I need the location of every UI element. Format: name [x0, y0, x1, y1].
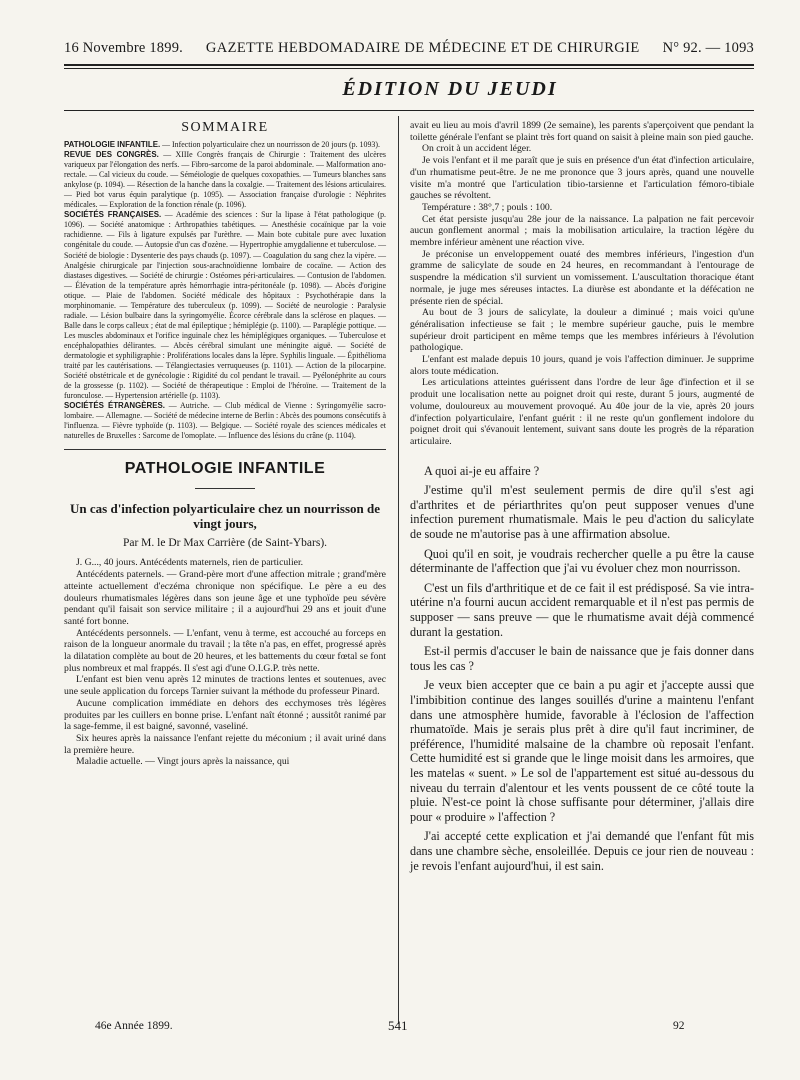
article-body-right-small: [410, 120, 754, 448]
journal-title: GAZETTE HEBDOMADAIRE DE MÉDECINE ET DE CHIRURGIE: [205, 40, 640, 56]
paragraph: Au bout de 3 jours de salicylate, la douleur a diminué ; mais voici qu'une généralisation infectieuse se fait ; le membre supérieur gauche, puis le membre supérieur droit participent en même temps que les membres inférieurs à l'évolution pathologique.: [410, 307, 754, 354]
header-date: 16 Novembre 1899.: [64, 40, 183, 56]
paragraph: Maladie actuelle. — Vingt jours après la naissance, qui: [76, 756, 290, 768]
paragraph: Est-il permis d'accuser le bain de naissance que je fais donner dans tous les cas ?: [410, 644, 754, 673]
sommaire-title: SOMMAIRE: [181, 120, 269, 135]
sommaire-entry-text: — Infection polyarticulaire chez un nourrisson de 20 jours (p. 1093).: [160, 140, 380, 149]
sommaire-entry: [64, 140, 386, 150]
paragraph: Je vois l'enfant et il me paraît que je suis en présence d'un état d'infection articulaire, d'un rhumatisme peut-être. Je ne me prononce que 3 jours après, quand une nouvelle visite m'a montré que l'articulation tibio-tarsienne et l'articulation fémoro-tibiale gauches se révoltent.: [410, 155, 754, 202]
header-rule-thin: [64, 68, 754, 69]
sommaire-entry-head: SOCIÉTÉS FRANÇAISES.: [64, 210, 162, 220]
sommaire-list: [64, 140, 386, 441]
article-author: Par M. le Dr Max Carrière (de Saint-Ybars).: [122, 537, 328, 550]
paragraph: Six heures après la naissance l'enfant rejette du méconium ; il avait uriné dans la première heure.: [64, 732, 386, 756]
paragraph: A quoi ai-je eu affaire ?: [424, 463, 540, 478]
footer-issue-number: 92: [673, 1020, 685, 1032]
paragraph: Antécédents personnels. — L'enfant, venu à terme, est accouché au forceps en raison de la longueur anormale du travail ; la tête n'a pas, en effet, progressé après la dilatation complète au bout de 20 heures, et les battements du cœur fœtal se font plus nombreux et mal frappés. Il s'est agi d'une O.I.G.P. très nette.: [64, 627, 386, 674]
left-column: [64, 120, 386, 768]
sommaire-entry-text: — Autriche. — Club médical de Vienne : Syringomyélie sacro-lombaire. — Allemagne. — Société de médecine interne de Berlin : Abcès des poumons consécutifs à l'influenza. — Fièvre typhoïde (p. 1103). — Belgique. — Société royale des sciences médicales et naturelles de Bruxelles : Sarcome de l'omoplate. — Influence des lésions du crâne (p. 1104).: [64, 401, 386, 441]
sommaire-entry-head: PATHOLOGIE INFANTILE.: [64, 140, 161, 149]
sommaire-entry-text: — XIIIe Congrès français de Chirurgie : Traitement des ulcères variqueux par l'élongation des nerfs. — Fibro-sarcome de la paroi abdominale. — Malformation ano-rectale. — Cal vicieux du coude. — Séméiologie de quelques coxopathies. — Tumeurs blanches sans ankylose (p. 1094). — Résection de la hanche dans la coxalgie. — Traitement des lésions articulaires. — Pied bot varus équin paralytique (p. 1095). — Association française d'urologie : Néphrites médicales. — Exploration de la fonction rénale (p. 1096).: [64, 150, 386, 210]
paragraph: C'est un fils d'arthritique et de ce fait il est prédisposé. Sa vie intra-utérine n'a fourni aucun accident remarquable et il n'est pas permis de supposer — sans preuve — que le rhumatisme avait déjà commencé durant la gestation.: [410, 580, 754, 639]
sommaire-entry-head: REVUE DES CONGRÈS.: [64, 150, 159, 160]
paragraph: J'ai accepté cette explication et j'ai demandé que l'enfant fût mis dans une chambre sèche, ensoleillée. Depuis ce jour rien de nouveau : je revois l'enfant aujourd'hui, il est sain.: [410, 829, 754, 873]
sommaire-entry: [64, 210, 386, 401]
article-title: Un cas d'infection polyarticulaire chez un nourrisson de vingt jours,: [70, 501, 380, 532]
paragraph: Cet état persiste jusqu'au 28e jour de la naissance. La palpation ne fait percevoir aucun gonflement anormal ; mais la mobilisation articulaire, la traction légère du membre inférieur amènent une réaction vive.: [410, 213, 754, 249]
paragraph: Je préconise un enveloppement ouaté des membres inférieurs, l'ingestion d'un gramme de salicylate de soude en 24 heures, en recommandant à l'entourage de suspendre la médication s'il survient un vomissement. L'auscultation thoracique étant normale, je juge mes séreuses intactes. La diurèse est abondante et la défécation ne présente rien de spécial.: [410, 248, 754, 307]
column-divider: [398, 116, 399, 1024]
running-header: [64, 40, 754, 57]
article-body-left: [64, 557, 386, 768]
header-rule: [64, 64, 754, 66]
short-rule: [195, 488, 255, 489]
paragraph: On croit à un accident léger.: [422, 143, 532, 155]
sommaire-entry: [64, 150, 386, 210]
paragraph: Les articulations atteintes guérissent dans l'ordre de leur âge d'infection et il se produit une localisation nette au poignet droit qui reste, durant 5 jours, augmenté de volume, douloureux au mouvement provoqué. Au 40e jour de la vie, après 20 jours d'infection polyarticulaire, l'enfant guérit : il ne reste qu'un gonflement indolore du poignet droit qui s'évanouit lentement, suivant sans doute les progrès de la réparation articulaire.: [410, 377, 754, 447]
article-body-right-large: [410, 464, 754, 873]
paragraph: J'estime qu'il m'est seulement permis de dire qu'il s'est agi d'arthrites et de périarthrites qu'on peut supposer venues d'une infection purement rhumatismale. Mais le peu d'action du salicylate de soude ne m'autorise pas à une affirmation absolue.: [410, 483, 754, 542]
edition-banner: ÉDITION DU JEUDI: [342, 78, 558, 100]
section-title: PATHOLOGIE INFANTILE: [124, 460, 326, 478]
sommaire-entry-head: SOCIÉTÉS ÉTRANGÈRES.: [64, 401, 165, 411]
paragraph: avait eu lieu au mois d'avril 1899 (2e semaine), les parents s'aperçoivent que pendant la toilette générale l'enfant se plaint très fort quand on saisit à pleine main son pied gauche.: [410, 120, 754, 143]
right-column: [410, 120, 754, 878]
footer-page-number: 541: [388, 1018, 408, 1033]
edition-rule: [64, 110, 754, 111]
paragraph: L'enfant est malade depuis 10 jours, quand je vois l'affection diminuer. Je supprime alors toute médication.: [410, 354, 754, 377]
header-page-number: N° 92. — 1093: [662, 40, 754, 56]
paragraph: Aucune complication immédiate en dehors des ecchymoses très légères produites par les cuillers en bonne prise. L'enfant naît étonné ; aussitôt ranimé par la sage-femme, il est baigné, savonné, vaseliné.: [64, 697, 386, 733]
section-rule: [64, 449, 386, 450]
paragraph: J. G..., 40 jours. Antécédents maternels, rien de particulier.: [76, 557, 304, 569]
paragraph: Température : 38°,7 ; pouls : 100.: [422, 201, 553, 213]
footer-year: 46e Année 1899.: [95, 1020, 173, 1032]
paragraph: Quoi qu'il en soit, je voudrais rechercher quelle a pu être la cause déterminante de l'affection que j'ai vu évoluer chez mon nourrisson.: [410, 546, 754, 576]
sommaire-entry: [64, 401, 386, 441]
sommaire-entry-text: — Académie des sciences : Sur la lipase à l'état pathologique (p. 1096). — Société anatomique : Arthropathies tabétiques. — Anesthésie cocaïnique par la voie rachidienne. — Fils à ligature expulsés par l'urèthre. — Main bote cubitale pure avec luxation congénitale du coude. — Autopsie d'un cas d'ozène. — Hypertrophie amygdalienne et tuberculose. — Société de biologie : Dysenterie des pays chauds (p. 1097). — Coagulation du sang chez la vipère. — Analgésie chirurgicale par l'injection sous-arachnoïdienne lombaire de cocaïne. — Action des diastases digestives. — Société de chirurgie : Ostéomes péri-articulaires. — Contusion de l'abdomen. — Élévation de la température après hémorrhagie intra-péritonéale (p. 1098). — Abcès d'origine otique. — Plaie de l'abdomen. Société médicale des hôpitaux : Psychothérapie dans la morphinomanie. — Température des tuberculeux (p. 1099). — Société de neurologie : Paralysie radiale. — Lésion bulbaire dans la syringomyélie. Écorce cérébrale dans la sclérose en plaques. — Balle dans le corps calleux ; état de mal épileptique ; hémiplégie (p. 1100). — Paraplégie pottique. — Les muscles abdominaux et l'orifice inguinale chez les hémiplégiques organiques. — Tuberculose et encéphalopathies délirantes. — Abcès cérébral simulant une méningite aiguë. — Société de dermatologie et syphiligraphie : Proliférations locales dans la lèpre. Syphilis linguale. — Épithélioma traité par les cautérisations. — Télangiectasies verruqueuses (p. 1101). — Action de la pilocarpine. Société obstétricale et de gynécologie : Rigidité du col pendant le travail. — Pyélonéphrite au cours de la grossesse (p. 1102). — Société de thérapeutique : Emploi de l'héroïne. — Traitement de la furonculose. — Hypertension artérielle (p. 1103).: [64, 210, 387, 401]
paragraph: Antécédents paternels. — Grand-père mort d'une affection mitrale ; grand'mère atteinte actuellement d'eczéma chronique non spécifique. Le père a eu des douleurs rhumatismales légères dans son jeune âge et une typhoïde peu sévère pendant qu'il faisait son service militaire ; il a aujourd'hui 29 ans et jouit d'une santé fort bonne.: [64, 569, 386, 627]
paragraph: Je veux bien accepter que ce bain a pu agir et j'accepte aussi que l'imbibition continue des langes souillés d'urine a maintenu l'enfant dans une atmosphère humide, favorable à l'éclosion de l'affection rhumatoïde. Mais je serais plus prêt à dire qu'il faut incriminer, de préférence, l'humidité malsaine de la chambre où reposait l'enfant. Cette humidité est si grande que le linge moisit dans les armoires, que les matelas « suent. » Le sol de l'appartement est situé au-dessous du niveau du terrain d'alentour et les vents poussent de ce côté toute la pluie. N'est-ce point là chose suffisante pour déterminer, j'allais dire pour « produire » l'affection ?: [410, 678, 754, 824]
paragraph: L'enfant est bien venu après 12 minutes de tractions lentes et soutenues, avec une seule application du forceps Tarnier suivant la méthode du professeur Pinard.: [64, 674, 386, 698]
